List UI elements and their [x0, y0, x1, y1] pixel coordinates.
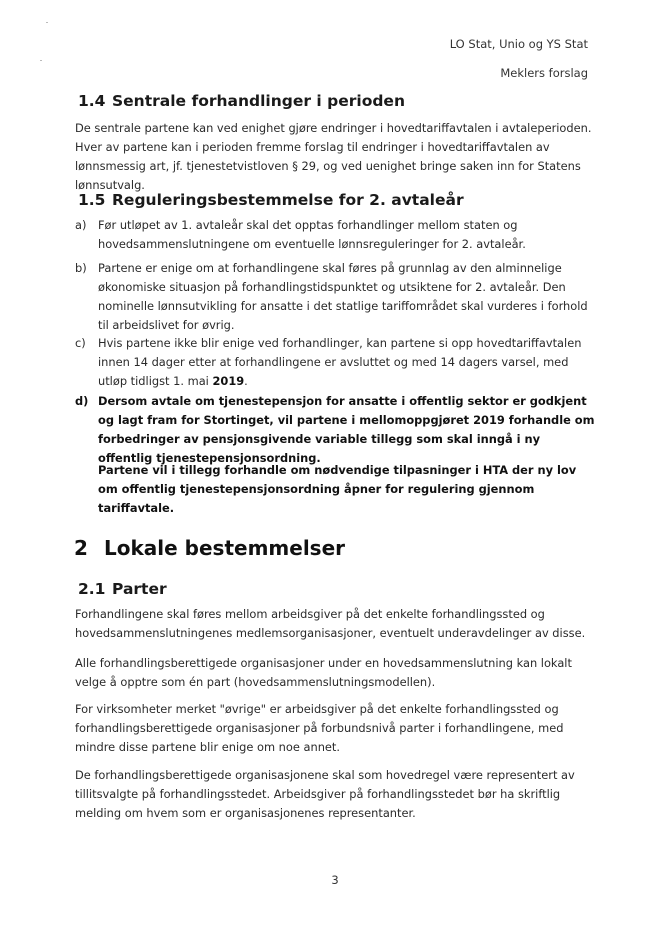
paragraph: Forhandlingene skal føres mellom arbeidsgiver på det enkelte forhandlingssted og hovedsammenslutningenes medlemsorganisasjoner, eventuelt underavdelinger av disse. [75, 607, 586, 640]
pension-adjustment-note [75, 461, 595, 518]
section-number: 1.4 [78, 92, 106, 110]
paragraph: Alle forhandlingsberettigede organisasjoner under en hovedsammenslutning kan lokalt velge å opptre som én part (hovedsammenslutningsmodellen). [75, 656, 572, 689]
section-number: 1.5 [78, 191, 106, 209]
list-item-text: Partene er enige om at forhandlingene skal føres på grunnlag av den alminnelige økonomiske situasjon på forhandlingstidspunktet og utsiktene for 2. avtaleår. Den nominelle lønnsutvikling for ansatte i det statlige tariffområdet skal vurderes i forhold til arbeidslivet for øvrig. [98, 261, 588, 332]
section-title: Sentrale forhandlinger i perioden [112, 92, 405, 110]
paragraph: For virksomheter merket "øvrige" er arbeidsgiver på det enkelte forhandlingssted og forhandlingsberettigede organisasjoner på forbundsnivå parter i forhandlingene, med mindre disse partene blir enige om noe annet. [75, 702, 564, 754]
section-title: Reguleringsbestemmelse for 2. avtaleår [112, 191, 464, 209]
list-item-text-end: . [244, 374, 248, 388]
scan-speck [46, 22, 48, 23]
section-title: Parter [112, 580, 167, 598]
section-number: 2.1 [78, 580, 106, 598]
header-proposal: Meklers forslag [500, 66, 588, 80]
list-marker: a) [75, 218, 87, 232]
list-item-text: Dersom avtale om tjenestepensjon for ansatte i offentlig sektor er godkjent og lagt fram for Stortinget, vil partene i mellomoppgjøret 2019 forhandle om forbedringer av pensjonsgivende variable tillegg som skal inngå i ny offentlig tjenestepensjonsordning. [98, 394, 595, 465]
list-item-a [75, 216, 595, 254]
year-highlight: 2019 [212, 374, 245, 388]
header-parties: LO Stat, Unio og YS Stat [449, 37, 588, 51]
list-item-text-main: Hvis partene ikke blir enige ved forhandlinger, kan partene si opp hovedtariffavtalen innen 14 dager etter at forhandlingene er avsluttet og med 14 dagers varsel, med utløp tidligst 1. mai [98, 336, 582, 388]
list-marker: c) [75, 336, 86, 350]
note-text: Partene vil i tillegg forhandle om nødvendige tilpasninger i HTA der ny lov om offentlig tjenestepensjonsordning åpner for regulering gjennom tariffavtale. [98, 463, 577, 515]
list-item-b [75, 259, 595, 335]
section-1-4-heading [78, 92, 405, 110]
list-item-text: Før utløpet av 1. avtaleår skal det opptas forhandlinger mellom staten og hovedsammenslutningene om eventuelle lønnsreguleringer for 2. avtaleår. [98, 218, 526, 251]
chapter-number: 2 [74, 536, 88, 560]
list-marker: d) [75, 394, 89, 408]
chapter-2-heading [74, 536, 345, 560]
chapter-title: Lokale bestemmelser [104, 536, 346, 560]
section-1-5-heading [78, 191, 464, 209]
page-number: 3 [331, 873, 339, 887]
scan-speck [40, 60, 42, 61]
paragraph: De forhandlingsberettigede organisasjonene skal som hovedregel være representert av tillitsvalgte på forhandlingsstedet. Arbeidsgiver på forhandlingsstedet bør ha skriftlig melding om hvem som er organisasjonenes representanter. [75, 768, 575, 820]
list-item-d [75, 392, 595, 468]
section-1-4-body: De sentrale partene kan ved enighet gjøre endringer i hovedtariffavtalen i avtaleperioden. Hver av partene kan i perioden fremme forslag til endringer i hovedtariffavtalen av lønnsmessig art, jf. tjenestetvistloven § 29, og ved uenighet bringe saken inn for Statens lønnsutvalg. [75, 121, 592, 192]
list-marker: b) [75, 261, 87, 275]
section-2-1-heading [78, 580, 167, 598]
list-item-text [98, 334, 595, 391]
list-item-c [75, 334, 595, 391]
